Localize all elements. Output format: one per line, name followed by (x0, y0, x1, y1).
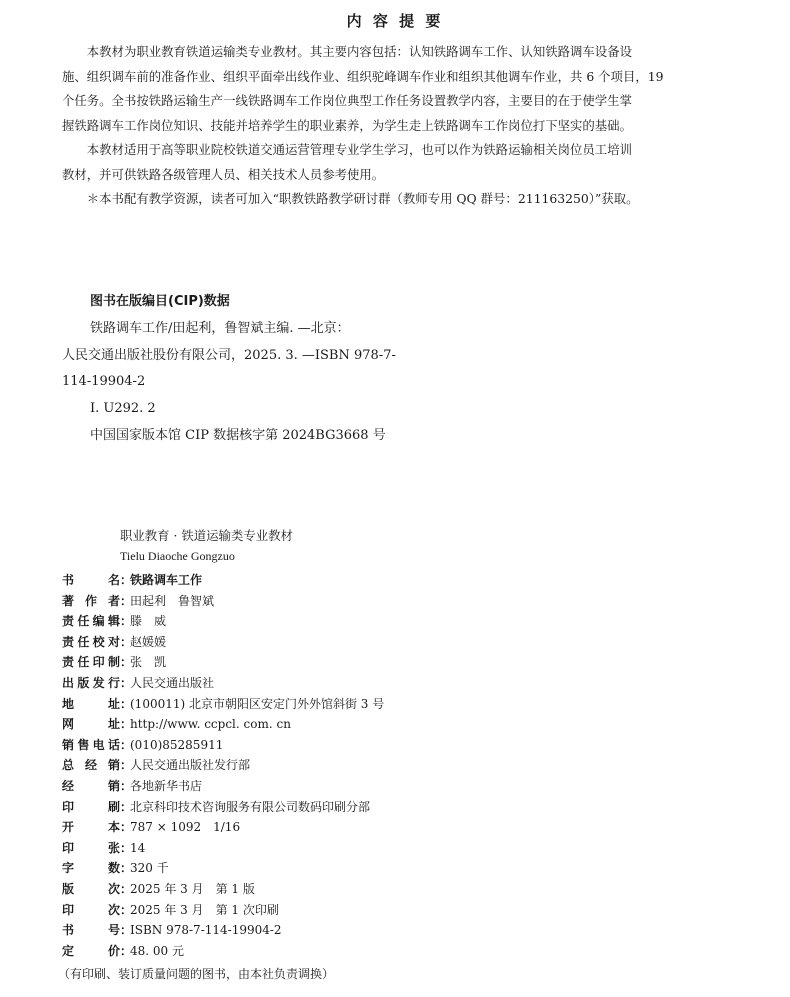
info-value: 赵媛媛 (130, 634, 167, 649)
info-colon: ： (120, 840, 133, 855)
info-label: 开本 (62, 820, 120, 835)
info-label: 版次 (62, 881, 120, 896)
info-row-title (62, 570, 384, 591)
info-colon: ： (120, 593, 133, 608)
series-name: 职业教育 · 铁道运输类专业教材 (120, 528, 293, 543)
info-row-author (62, 591, 384, 612)
info-row-distributor (62, 776, 384, 797)
info-value: 张 凯 (130, 655, 167, 670)
info-label: 定价 (62, 943, 120, 958)
info-row-address (62, 694, 384, 715)
info-colon: ： (120, 737, 133, 752)
info-label: 印刷 (62, 799, 120, 814)
info-row-website (62, 714, 384, 735)
summary-para1-line4: 握铁路调车工作岗位知识、技能并培养学生的职业素养，为学生走上铁路调车工作岗位打下坚实的基础。 (62, 117, 632, 133)
info-row-edition (62, 879, 384, 900)
cip-line1: 铁路调车工作/田起利，鲁智斌主编. —北京： (90, 320, 350, 336)
cip-line2: 人民交通出版社股份有限公司，2025. 3. —ISBN 978-7- (62, 347, 396, 363)
info-value: 48. 00 元 (130, 943, 184, 958)
info-label: 书名 (62, 573, 120, 587)
summary-body (62, 40, 722, 212)
info-value: 人民交通出版社 (130, 675, 215, 690)
quality-footnote: （有印刷、装订质量问题的图书，由本社负责调换） (58, 967, 335, 981)
info-value: 田起利 鲁智斌 (130, 593, 215, 608)
info-colon: ： (120, 717, 133, 732)
info-colon: ： (120, 696, 133, 711)
info-label: 责任编辑 (62, 614, 120, 629)
info-row-printer (62, 797, 384, 818)
info-colon: ： (120, 820, 133, 835)
info-value: 北京科印技术咨询服务有限公司数码印刷分部 (130, 799, 371, 814)
info-label: 总经销 (62, 758, 120, 773)
info-colon: ： (120, 634, 133, 649)
info-colon: ： (120, 923, 133, 938)
summary-title: 内 容 提 要 (346, 12, 444, 30)
info-label: 出版发行 (62, 675, 120, 690)
info-colon: ： (120, 861, 133, 876)
cip-line5: 中国国家版本馆 CIP 数据核字第 2024BG3668 号 (90, 427, 386, 443)
info-row-sales-phone (62, 735, 384, 756)
series-block (120, 525, 293, 567)
info-colon: ： (120, 655, 133, 670)
summary-para1-line1: 本教材为职业教育铁道运输类专业教材。其主要内容包括：认知铁路调车工作、认知铁路调车设备设 (86, 44, 632, 59)
info-label: 书号 (62, 923, 120, 938)
info-value: (010)85285911 (130, 737, 224, 752)
info-label: 字数 (62, 861, 120, 876)
info-value: 各地新华书店 (130, 778, 203, 793)
info-colon: ： (120, 902, 133, 917)
info-colon: ： (120, 943, 133, 958)
info-value: 2025 年 3 月 第 1 次印刷 (130, 902, 279, 917)
cip-block (62, 289, 710, 450)
summary-para2-line2: 教材，并可供铁路各级管理人员、相关技术人员参考使用。 (62, 166, 385, 182)
info-colon: ： (120, 881, 133, 896)
info-colon: ： (120, 573, 133, 587)
info-label: 网址 (62, 717, 120, 732)
cip-heading: 图书在版编目(CIP)数据 (90, 294, 230, 309)
publication-info (62, 570, 384, 961)
summary-para2-line1: 本教材适用于高等职业院校铁道交通运营管理专业学生学习，也可以作为铁路运输相关岗位员工培训 (86, 142, 632, 157)
summary-para3: ＊本书配有教学资源，读者可加入“职教铁路教学研讨群（教师专用 QQ 群号：211163250）”获取。 (86, 191, 639, 206)
summary-para1-line2: 施、组织调车前的准备作业、组织平面牵出线作业、组织驼峰调车作业和组织其他调车作业，共 6 个项目，19 (62, 68, 664, 84)
info-label: 著作者 (62, 593, 120, 608)
info-colon: ： (120, 675, 133, 690)
info-value: 滕 威 (130, 614, 167, 629)
info-colon: ： (120, 799, 133, 814)
info-row-price (62, 941, 384, 962)
info-value: ISBN 978-7-114-19904-2 (130, 923, 282, 938)
info-row-publisher (62, 673, 384, 694)
info-value: 铁路调车工作 (130, 573, 203, 587)
info-label: 印次 (62, 902, 120, 917)
info-label: 责任印制 (62, 655, 120, 670)
info-value: 2025 年 3 月 第 1 版 (130, 881, 255, 896)
info-row-editor (62, 611, 384, 632)
info-colon: ： (120, 614, 133, 629)
info-label: 销售电话 (62, 737, 120, 752)
summary-para1-line3: 个任务。全书按铁路运输生产一线铁路调车工作岗位典型工作任务设置教学内容，主要目的在于使学生掌 (62, 93, 632, 108)
info-value: 787 × 1092 1/16 (130, 820, 241, 835)
info-value: 14 (130, 840, 146, 855)
info-label: 地址 (62, 696, 120, 711)
info-colon: ： (120, 778, 133, 793)
info-colon: ： (120, 758, 133, 773)
cip-line3: 114-19904-2 (62, 374, 146, 390)
info-value: http://www. ccpcl. com. cn (130, 717, 291, 732)
info-value: 人民交通出版社发行部 (130, 758, 251, 773)
info-row-general-distributor (62, 755, 384, 776)
info-row-format (62, 817, 384, 838)
info-label: 责任校对 (62, 634, 120, 649)
info-row-proofreader (62, 632, 384, 653)
info-label: 经销 (62, 778, 120, 793)
cip-line4: Ⅰ. U292. 2 (90, 401, 156, 417)
info-row-sheets (62, 838, 384, 859)
info-value: 320 千 (130, 861, 169, 876)
info-row-word-count (62, 858, 384, 879)
info-label: 印张 (62, 840, 120, 855)
info-row-print-supervisor (62, 652, 384, 673)
info-value: (100011) 北京市朝阳区安定门外外馆斜街 3 号 (130, 696, 385, 711)
info-row-impression (62, 900, 384, 921)
series-pinyin: Tielu Diaoche Gongzuo (120, 549, 235, 563)
info-row-isbn (62, 920, 384, 941)
